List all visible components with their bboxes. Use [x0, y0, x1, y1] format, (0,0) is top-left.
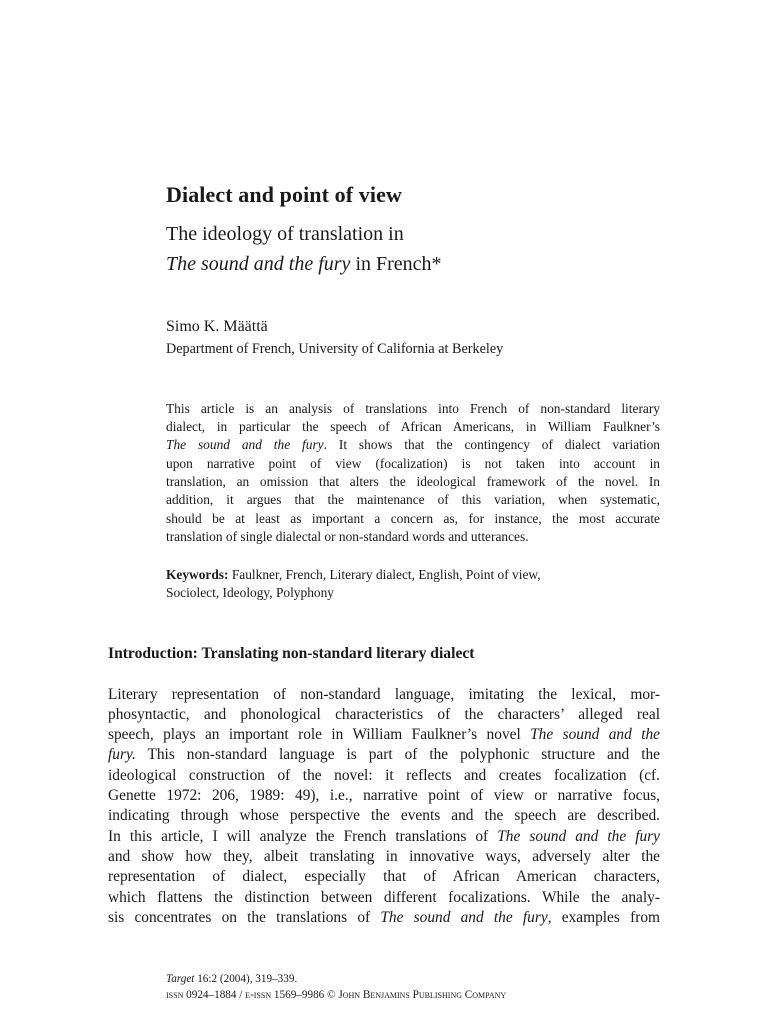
journal-name: Target: [166, 973, 195, 985]
author-affiliation: Department of French, University of California at Berkeley: [166, 341, 504, 357]
body-italic-title: fury.: [108, 746, 136, 763]
author-name: Simo K. Määttä: [166, 318, 268, 335]
abstract-line: translation, an omission that alters the ideological framework of the novel. In: [166, 474, 660, 489]
abstract-line: [166, 436, 660, 454]
body-line: and show how they, albeit translating in innovative ways, adversely alter the: [108, 848, 660, 865]
body-line: representation of dialect, especially that of African American characters,: [108, 868, 660, 885]
body-italic-title: The sound and the fury: [380, 909, 548, 926]
keywords-line: [166, 567, 541, 583]
body-line: [108, 827, 660, 847]
abstract-text: . It shows that the contingency of dialect variation: [323, 437, 661, 452]
article-subtitle-line-1: The ideology of translation in: [166, 223, 404, 245]
keywords-label: Keywords:: [166, 567, 229, 582]
body-text-span: In this article, I will analyze the French translations of: [108, 828, 498, 845]
abstract-line: should be at least as important a concern as, for instance, the most accurate: [166, 511, 660, 526]
issn-line: issn 0924–1884 / e-issn 1569–9986 © John Benjamins Publishing Company: [166, 989, 507, 1001]
body-line: Genette 1972: 206, 1989: 49), i.e., narrative point of view or narrative focus,: [108, 787, 660, 804]
abstract-line: upon narrative point of view (focalization) is not taken into account in: [166, 456, 660, 471]
journal-volume: 16:2 (2004), 319–339.: [194, 973, 298, 985]
body-line: phosyntactic, and phonological characteristics of the characters’ alleged real: [108, 706, 660, 723]
body-line: indicating through whose perspective the events and the speech are described.: [108, 807, 660, 824]
abstract-italic-title: The sound and the fury: [166, 437, 324, 452]
keywords-line: Sociolect, Ideology, Polyphony: [166, 585, 334, 600]
section-heading: Introduction: Translating non-standard literary dialect: [108, 645, 475, 662]
article-subtitle-line-2: [166, 253, 442, 276]
keywords-list: Faulkner, French, Literary dialect, English, Point of view,: [228, 567, 541, 582]
body-line: Literary representation of non-standard language, imitating the lexical, mor-: [108, 686, 660, 703]
abstract-line: This article is an analysis of translations into French of non-standard literary: [166, 401, 660, 416]
subtitle-italic-title: The sound and the fury: [166, 253, 351, 275]
subtitle-rest: in French*: [350, 253, 442, 275]
body-line: [108, 745, 660, 765]
body-text-span: This non-standard language is part of the polyphonic structure and the: [135, 746, 660, 763]
body-line: [108, 908, 660, 928]
body-line: ideological construction of the novel: it reflects and creates focalization (cf.: [108, 767, 660, 784]
body-italic-title: The sound and the fury: [497, 828, 660, 845]
body-text-span: sis concentrates on the translations of: [108, 909, 381, 926]
abstract-line: addition, it argues that the maintenance of this variation, when systematic,: [166, 492, 660, 507]
body-line: which flattens the distinction between different focalizations. While the analy-: [108, 889, 660, 906]
body-line: [108, 725, 660, 745]
abstract-line: translation of single dialectal or non-standard words and utterances.: [166, 529, 529, 544]
body-text-span: speech, plays an important role in William Faulkner’s novel: [108, 726, 531, 743]
body-text-span: , examples from: [547, 909, 660, 926]
journal-citation: [166, 973, 297, 985]
abstract-line: dialect, in particular the speech of African Americans, in William Faulkner’s: [166, 419, 660, 434]
body-italic-title: The sound and the: [530, 726, 660, 743]
article-title: Dialect and point of view: [166, 182, 402, 207]
